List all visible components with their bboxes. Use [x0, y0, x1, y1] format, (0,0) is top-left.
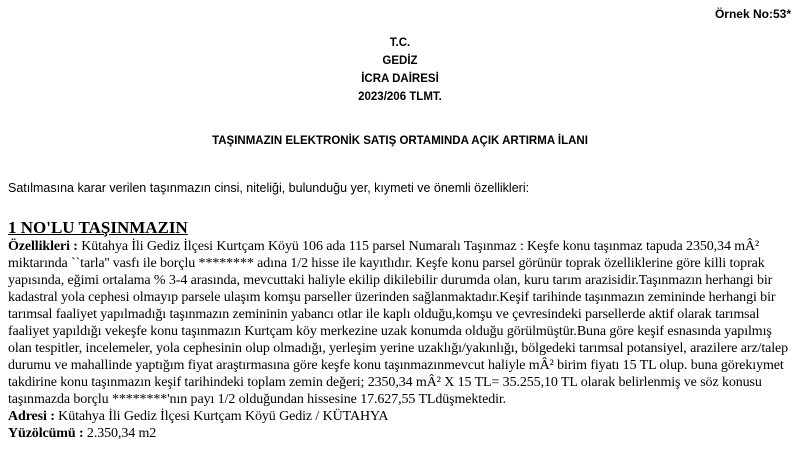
property-address: [8, 408, 793, 425]
property-area: [8, 425, 793, 442]
header-district: GEDİZ: [382, 55, 418, 67]
area-text: 2.350,34 m2: [83, 426, 157, 441]
address-text: Kütahya İli Gediz İlçesi Kurtçam Köyü Gediz / KÜTAHYA: [54, 409, 389, 424]
header: [0, 34, 800, 106]
header-country: T.C.: [389, 37, 411, 49]
property-heading: 1 NO'LU TAŞINMAZIN: [8, 218, 188, 237]
header-file-number: 2023/206 TLMT.: [358, 91, 442, 103]
features-label: Özellikleri :: [8, 239, 78, 254]
property-section: [8, 218, 793, 442]
area-label: Yüzölcümü :: [8, 426, 84, 441]
intro-text: Satılmasına karar verilen taşınmazın cinsi, niteliği, bulunduğu yer, kıymeti ve önemli özellikleri:: [8, 181, 530, 195]
features-text: Kütahya İli Gediz İlçesi Kurtçam Köyü 106 ada 115 parsel Numaralı Taşınmaz : Keşfe konu taşınmaz tapuda 2350,34 mÂ² miktarında ``tarla'' vasfı ile borçlu ******** adına 1/2 hisse ile kayıtlıdır. Keşfe konu parsel görünür toprak özelliklerine göre killi toprak yapısında, eğimi ortalama % 3-4 arasında, mevcuttaki haliyle ekilip dikilebilir durumda olan, kuru tarım arazisidir.Taşınmazın herhangi bir kadastral yola cephesi olmayıp parsele ulaşım komşu parseller üzerinden sağlanmaktadır.Keşif tarihinde taşınmazın zemininde herhangi bir tarımsal faaliyet yapılmadığı taşınmazın zemininin yabancı otlar ile kaplı olduğu,komşu ve çevresindeki parsellerde aktif olarak tarımsal faaliyet yapıldığı vekeşfe konu taşınmazın Kurtçam köy merkezine uzak konumda olduğu görülmüştür.Buna göre keşif esnasında yapılmış olan tespitler, incelemeler, yola cephesinin olup olmadığı, yerleşim yerine uzaklığı/yakınlığı, bölgedeki tarımsal potansiyel, arazilere arz/talep durumu ve mahallinde yaptığım fiyat araştırmasına göre keşfe konu taşınmazınmevcut haliyle mÂ² birim fiyatı 15 TL olup. buna görekıymet takdirine konu taşınmazın keşif tarihindeki toplam zemin değeri; 2350,34 mÂ² X 15 TL= 35.255,10 TL olarak belirlenmiş ve söz konusu taşınmazda borçlu ********'nın payı 1/2 olduğundan hissesine 17.627,55 TLdüşmektedir.: [8, 239, 789, 407]
header-office: İCRA DAİRESİ: [361, 73, 439, 85]
form-number: Örnek No:53*: [714, 7, 791, 21]
property-features: [8, 238, 793, 408]
address-label: Adresi :: [8, 409, 55, 424]
notice-title: TAŞINMAZIN ELEKTRONİK SATIŞ ORTAMINDA AÇIK ARTIRMA İLANI: [212, 135, 588, 147]
